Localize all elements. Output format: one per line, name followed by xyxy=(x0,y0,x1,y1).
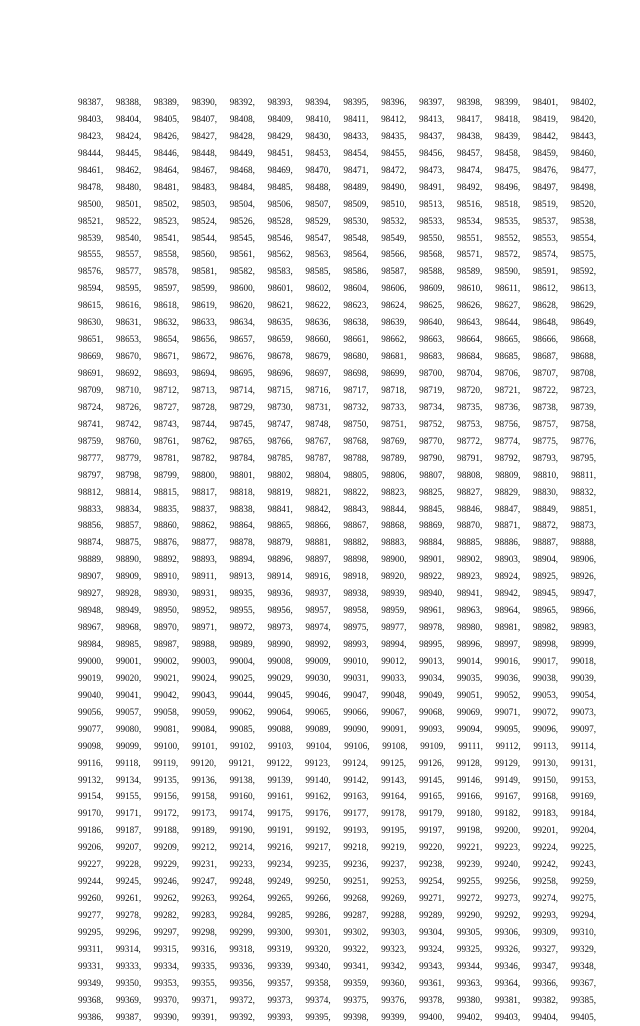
number-list-line: 98797, 98798, 98799, 98800, 98801, 98802, 98804, 98805, 98806, 98807, 98808, 98809, 98810, 98811, xyxy=(78,469,596,480)
number-list-line: 98759, 98760, 98761, 98762, 98765, 98766, 98767, 98768, 98769, 98770, 98772, 98774, 98775, 98776, xyxy=(78,435,596,446)
number-list-line: 99368, 99369, 99370, 99371, 99372, 99373, 99374, 99375, 99376, 99378, 99380, 99381, 99382, 99385, xyxy=(78,994,596,1005)
number-list-line: 99040, 99041, 99042, 99043, 99044, 99045, 99046, 99047, 99048, 99049, 99051, 99052, 99053, 99054, xyxy=(78,689,596,700)
number-list-line: 98777, 98779, 98781, 98782, 98784, 98785, 98787, 98788, 98789, 98790, 98791, 98792, 98793, 98795, xyxy=(78,452,596,463)
number-list-line: 98444, 98445, 98446, 98448, 98449, 98451, 98453, 98454, 98455, 98456, 98457, 98458, 98459, 98460, xyxy=(78,147,596,158)
number-list-line: 98461, 98462, 98464, 98467, 98468, 98469, 98470, 98471, 98472, 98473, 98474, 98475, 98476, 98477, xyxy=(78,164,596,175)
number-list-line: 98555, 98557, 98558, 98560, 98561, 98562, 98563, 98564, 98566, 98568, 98571, 98572, 98574, 98575, xyxy=(78,249,596,260)
number-list-line: 98691, 98692, 98693, 98694, 98695, 98696, 98697, 98698, 98699, 98700, 98704, 98706, 98707, 98708, xyxy=(78,368,596,378)
number-list-line: 99260, 99261, 99262, 99263, 99264, 99265, 99266, 99268, 99269, 99271, 99272, 99273, 99274, 99275, xyxy=(78,893,596,904)
number-list-line: 99056, 99057, 99058, 99059, 99062, 99064, 99065, 99066, 99067, 99068, 99069, 99071, 99072, 99073, xyxy=(78,706,596,717)
number-list-line: 99244, 99245, 99246, 99247, 99248, 99249, 99250, 99251, 99253, 99254, 99255, 99256, 99258, 99259, xyxy=(78,876,596,887)
number-list-line: 98889, 98890, 98892, 98893, 98894, 98896, 98897, 98898, 98900, 98901, 98902, 98903, 98904, 98906, xyxy=(78,554,596,565)
number-list-line: 98967, 98968, 98970, 98971, 98972, 98973, 98974, 98975, 98977, 98978, 98980, 98981, 98982, 98983, xyxy=(78,622,596,633)
number-list-line: 99186, 99187, 99188, 99189, 99190, 99191, 99192, 99193, 99195, 99197, 99198, 99200, 99201, 99204, xyxy=(78,825,596,836)
number-list-line: 99000, 99001, 99002, 99003, 99004, 99008, 99009, 99010, 99012, 99013, 99014, 99016, 99017, 99018, xyxy=(78,655,596,666)
number-list-line: 99277, 99278, 99282, 99283, 99284, 99285, 99286, 99287, 99288, 99289, 99290, 99292, 99293, 99294, xyxy=(78,910,596,920)
number-list-line: 98741, 98742, 98743, 98744, 98745, 98747, 98748, 98750, 98751, 98752, 98753, 98756, 98757, 98758, xyxy=(78,418,596,429)
number-list-line: 98856, 98857, 98860, 98862, 98864, 98865, 98866, 98867, 98868, 98869, 98870, 98871, 98872, 98873, xyxy=(78,520,596,531)
number-list-line: 99170, 99171, 99172, 99173, 99174, 99175, 99176, 99177, 99178, 99179, 99180, 99182, 99183, 99184, xyxy=(78,808,596,819)
number-list-line: 98594, 98595, 98597, 98599, 98600, 98601, 98602, 98604, 98606, 98609, 98610, 98611, 98612, 98613, xyxy=(78,283,596,294)
number-list-body xyxy=(78,94,596,1026)
number-list-line: 99311, 99314, 99315, 99316, 99318, 99319, 99320, 99322, 99323, 99324, 99325, 99326, 99327, 99329, xyxy=(78,943,596,954)
number-list-line: 98907, 98909, 98910, 98911, 98913, 98914, 98916, 98918, 98920, 98922, 98923, 98924, 98925, 98926, xyxy=(78,571,596,582)
number-list-line: 98709, 98710, 98712, 98713, 98714, 98715, 98716, 98717, 98718, 98719, 98720, 98721, 98722, 98723, xyxy=(78,384,596,395)
number-list-line: 98387, 98388, 98389, 98390, 98392, 98393, 98394, 98395, 98396, 98397, 98398, 98399, 98401, 98402, xyxy=(78,97,596,107)
number-list-line: 99206, 99207, 99209, 99212, 99214, 99216, 99217, 99218, 99219, 99220, 99221, 99223, 99224, 99225, xyxy=(78,842,596,853)
number-list-line: 98812, 98814, 98815, 98817, 98818, 98819, 98821, 98822, 98823, 98825, 98827, 98829, 98830, 98832, xyxy=(78,486,596,497)
number-list-line: 99077, 99080, 99081, 99084, 99085, 99088, 99089, 99090, 99091, 99093, 99094, 99095, 99096, 99097, xyxy=(78,723,596,734)
number-list-line: 98724, 98726, 98727, 98728, 98729, 98730, 98731, 98732, 98733, 98734, 98735, 98736, 98738, 98739, xyxy=(78,401,596,412)
number-list-line: 99116, 99118, 99119, 99120, 99121, 99122, 99123, 99124, 99125, 99126, 99128, 99129, 99130, 99131, xyxy=(78,757,596,768)
number-list-line: 98984, 98985, 98987, 98988, 98989, 98990, 98992, 98993, 98994, 98995, 98996, 98997, 98998, 98999, xyxy=(78,639,596,649)
number-list-line: 98927, 98928, 98930, 98931, 98935, 98936, 98937, 98938, 98939, 98940, 98941, 98942, 98945, 98947, xyxy=(78,588,596,599)
number-list-line: 98630, 98631, 98632, 98633, 98634, 98635, 98636, 98638, 98639, 98640, 98643, 98644, 98648, 98649, xyxy=(78,317,596,328)
number-list-line: 98521, 98522, 98523, 98524, 98526, 98528, 98529, 98530, 98532, 98533, 98534, 98535, 98537, 98538, xyxy=(78,215,596,226)
number-list-line: 98423, 98424, 98426, 98427, 98428, 98429, 98430, 98433, 98435, 98437, 98438, 98439, 98442, 98443, xyxy=(78,130,596,141)
number-list-line: 99331, 99333, 99334, 99335, 99336, 99339, 99340, 99341, 99342, 99343, 99344, 99346, 99347, 99348, xyxy=(78,960,596,971)
number-list-line: 98500, 98501, 98502, 98503, 98504, 98506, 98507, 98509, 98510, 98513, 98516, 98518, 98519, 98520, xyxy=(78,198,596,209)
number-list-line: 98403, 98404, 98405, 98407, 98408, 98409, 98410, 98411, 98412, 98413, 98417, 98418, 98419, 98420, xyxy=(78,113,596,124)
number-list-line: 98669, 98670, 98671, 98672, 98676, 98678, 98679, 98680, 98681, 98683, 98684, 98685, 98687, 98688, xyxy=(78,351,596,362)
number-list-line: 99019, 99020, 99021, 99024, 99025, 99029, 99030, 99031, 99033, 99034, 99035, 99036, 99038, 99039, xyxy=(78,672,596,683)
number-list-line: 99227, 99228, 99229, 99231, 99233, 99234, 99235, 99236, 99237, 99238, 99239, 99240, 99242, 99243, xyxy=(78,859,596,870)
number-list-line: 98948, 98949, 98950, 98952, 98955, 98956, 98957, 98958, 98959, 98961, 98963, 98964, 98965, 98966, xyxy=(78,605,596,616)
number-list-line: 99386, 99387, 99390, 99391, 99392, 99393, 99395, 99398, 99399, 99400, 99402, 99403, 99404, 99405, xyxy=(78,1011,596,1022)
number-list-line: 98539, 98540, 98541, 98544, 98545, 98546, 98547, 98548, 98549, 98550, 98551, 98552, 98553, 98554, xyxy=(78,232,596,243)
number-list-line: 98651, 98653, 98654, 98656, 98657, 98659, 98660, 98661, 98662, 98663, 98664, 98665, 98666, 98668, xyxy=(78,334,596,345)
number-list-line: 98833, 98834, 98835, 98837, 98838, 98841, 98842, 98843, 98844, 98845, 98846, 98847, 98849, 98851, xyxy=(78,503,596,514)
number-list-line: 99295, 99296, 99297, 99298, 99299, 99300, 99301, 99302, 99303, 99304, 99305, 99306, 99309, 99310, xyxy=(78,926,596,937)
number-list-line: 98615, 98616, 98618, 98619, 98620, 98621, 98622, 98623, 98624, 98625, 98626, 98627, 98628, 98629, xyxy=(78,300,596,311)
number-list-line: 98874, 98875, 98876, 98877, 98878, 98879, 98881, 98882, 98883, 98884, 98885, 98886, 98887, 98888, xyxy=(78,537,596,548)
number-list-line: 98478, 98480, 98481, 98483, 98484, 98485, 98488, 98489, 98490, 98491, 98492, 98496, 98497, 98498, xyxy=(78,181,596,192)
number-list-line: 98576, 98577, 98578, 98581, 98582, 98583, 98585, 98586, 98587, 98588, 98589, 98590, 98591, 98592, xyxy=(78,266,596,277)
number-list-line: 99154, 99155, 99156, 99158, 99160, 99161, 99162, 99163, 99164, 99165, 99166, 99167, 99168, 99169, xyxy=(78,791,596,802)
number-list-line: 99098, 99099, 99100, 99101, 99102, 99103, 99104, 99106, 99108, 99109, 99111, 99112, 99113, 99114, xyxy=(78,740,596,751)
number-list-line: 99349, 99350, 99353, 99355, 99356, 99357, 99358, 99359, 99360, 99361, 99363, 99364, 99366, 99367, xyxy=(78,977,596,988)
number-list-line: 99132, 99134, 99135, 99136, 99138, 99139, 99140, 99142, 99143, 99145, 99146, 99149, 99150, 99153, xyxy=(78,774,596,785)
